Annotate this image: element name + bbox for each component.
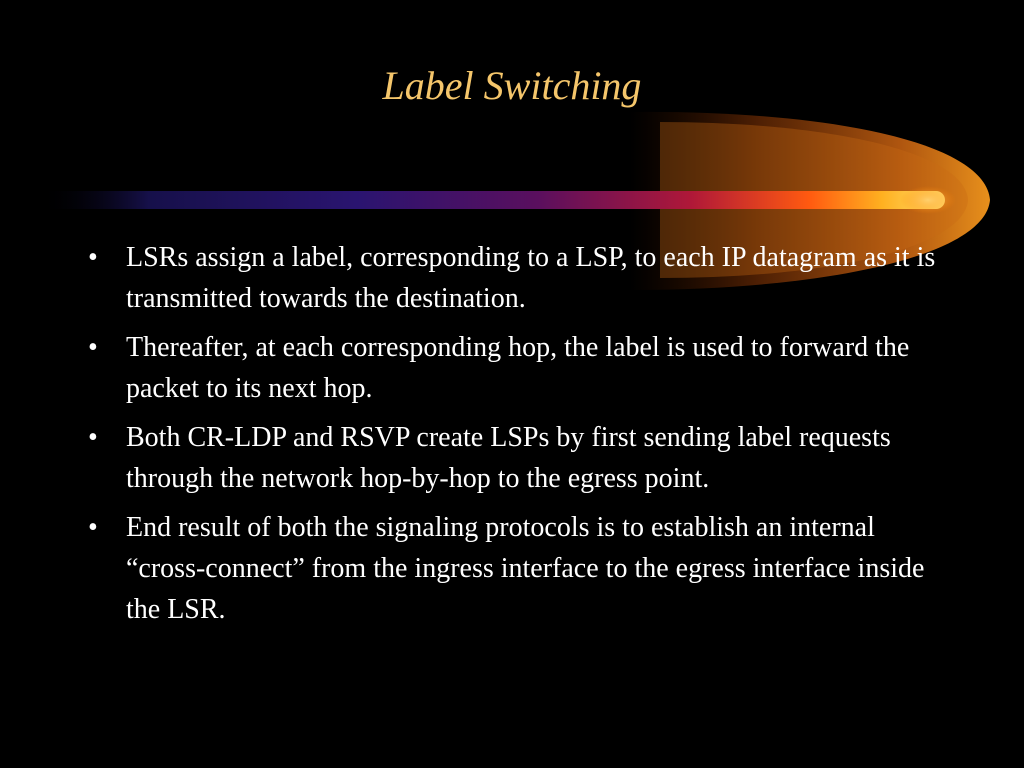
bullet-icon: • xyxy=(88,242,98,273)
bullet-item-1 xyxy=(84,237,944,319)
bullet-text: End result of both the signaling protocols is to establish an internal “cross-connect” from the ingress interface to the egress interface inside the LSR. xyxy=(126,512,925,625)
bullet-item-4 xyxy=(84,507,944,630)
bullet-text: Thereafter, at each corresponding hop, the label is used to forward the packet to its next hop. xyxy=(126,332,910,404)
bullet-icon: • xyxy=(88,512,98,543)
bullet-text: Both CR-LDP and RSVP create LSPs by first sending label requests through the network hop-by-hop to the egress point. xyxy=(126,422,891,494)
bullet-icon: • xyxy=(88,422,98,453)
slide-title: Label Switching xyxy=(382,63,642,108)
bullet-text: LSRs assign a label, corresponding to a LSP, to each IP datagram as it is transmitted towards the destination. xyxy=(126,242,936,314)
bullet-item-2 xyxy=(84,327,944,409)
bullet-list xyxy=(84,237,944,638)
bullet-icon: • xyxy=(88,332,98,363)
bullet-item-3 xyxy=(84,417,944,499)
